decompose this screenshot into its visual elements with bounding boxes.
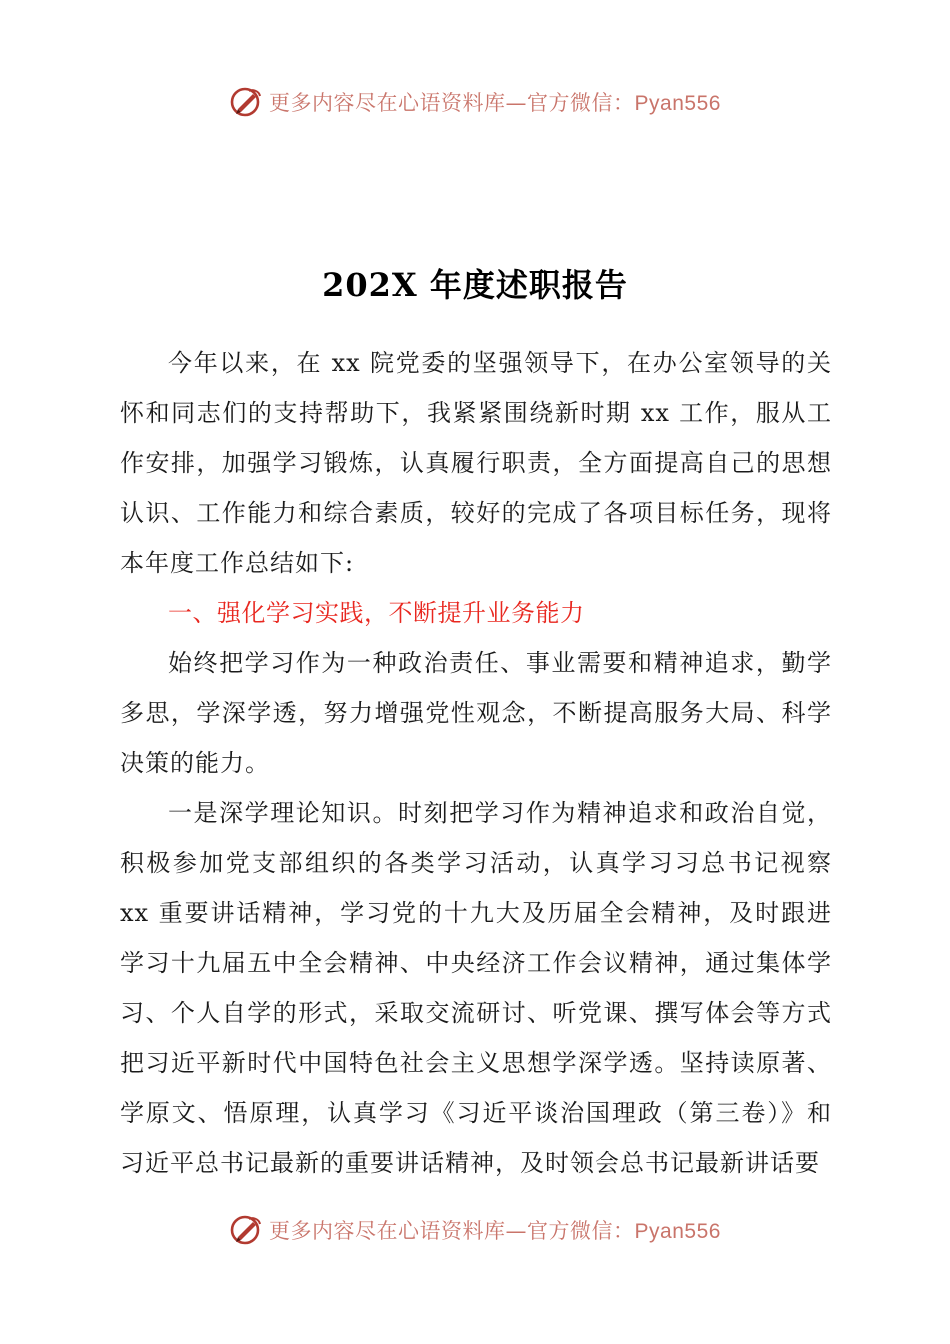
pen-logo-icon — [229, 85, 263, 119]
banner-label: 更多内容尽在心语资料库—官方微信： — [269, 91, 635, 115]
intro-paragraph: 今年以来，在 xx 院党委的坚强领导下，在办公室领导的关怀和同志们的支持帮助下，我紧紧围绕新时期 xx 工作，服从工作安排，加强学习锻炼，认真履行职责，全方面提高自己的思想认识、工作能力和综合素质，较好的完成了各项目标任务，现将本年度工作总结如下: — [120, 349, 832, 577]
wechat-id: Pyan556 — [634, 1220, 721, 1243]
banner-text — [269, 1215, 721, 1245]
banner-text — [269, 87, 721, 117]
document-body — [120, 338, 832, 1188]
footer-banner — [0, 1208, 950, 1252]
section-heading-1: 一、强化学习实践，不断提升业务能力 — [168, 599, 585, 627]
pen-logo-icon — [229, 1213, 263, 1247]
wechat-id: Pyan556 — [634, 92, 721, 115]
header-banner — [0, 80, 950, 124]
section-1-paragraph-1: 始终把学习作为一种政治责任、事业需要和精神追求，勤学多思，学深学透，努力增强党性观念，不断提高服务大局、科学决策的能力。 — [120, 649, 832, 777]
banner-label: 更多内容尽在心语资料库—官方微信： — [269, 1219, 635, 1243]
document-title: 202X 年度述职报告 — [322, 266, 628, 304]
section-1-paragraph-2: 一是深学理论知识。时刻把学习作为精神追求和政治自觉，积极参加党支部组织的各类学习活动，认真学习习总书记视察 xx 重要讲话精神，学习党的十九大及历届全会精神，及时跟进学习十九届五中全会精神、中央经济工作会议精神，通过集体学习、个人自学的形式，采取交流研讨、听党课、撰写体会等方式把习近平新时代中国特色社会主义思想学深学透。坚持读原著、学原文、悟原理，认真学习《习近平谈治国理政（第三卷）》和习近平总书记最新的重要讲话精神，及时领会总书记最新讲话要 — [120, 799, 832, 1177]
